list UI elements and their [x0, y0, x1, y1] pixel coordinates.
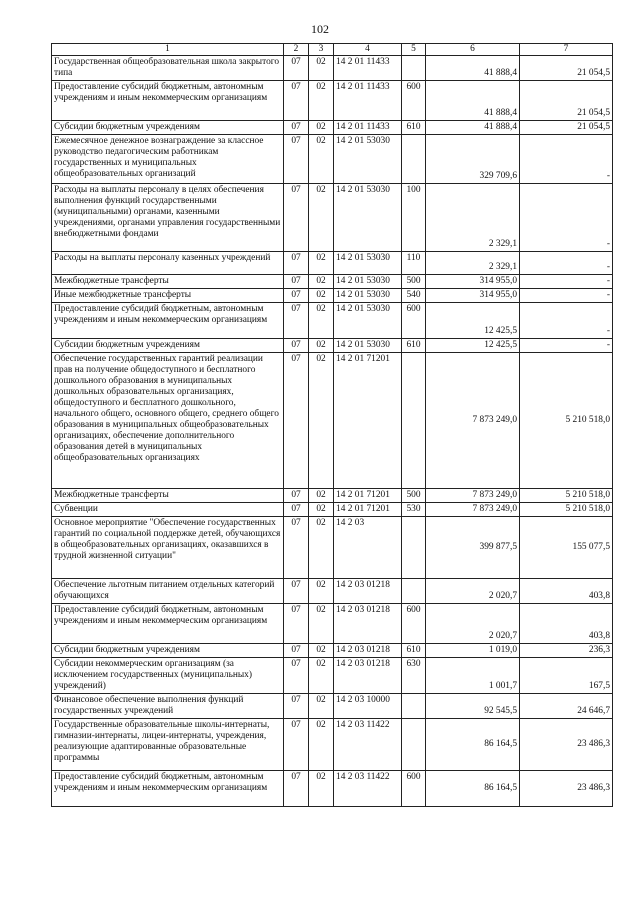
row-amount-col7: 23 486,3 [520, 719, 613, 771]
row-expense-type: 610 [402, 644, 426, 658]
row-name: Обеспечение льготным питанием отдельных категорий обучающихся [52, 579, 284, 604]
row-amount-col6: 314 955,0 [426, 289, 520, 303]
row-expense-type [402, 135, 426, 184]
row-expense-type: 630 [402, 658, 426, 694]
row-amount-col7: 21 054,5 [520, 81, 613, 121]
row-subsection: 02 [309, 121, 334, 135]
row-section: 07 [284, 503, 309, 517]
row-target-code: 14 2 01 53030 [334, 339, 402, 353]
table-row [52, 289, 613, 303]
row-section: 07 [284, 252, 309, 275]
row-section: 07 [284, 694, 309, 719]
row-section: 07 [284, 135, 309, 184]
row-subsection: 02 [309, 135, 334, 184]
row-target-code: 14 2 01 53030 [334, 252, 402, 275]
col-header-7: 7 [520, 44, 613, 56]
table-row [52, 339, 613, 353]
row-subsection: 02 [309, 644, 334, 658]
row-section: 07 [284, 303, 309, 339]
col-header-3: 3 [309, 44, 334, 56]
row-target-code: 14 2 01 71201 [334, 503, 402, 517]
table-row [52, 135, 613, 184]
row-section: 07 [284, 56, 309, 81]
row-amount-col6: 2 329,1 [426, 252, 520, 275]
row-name: Ежемесячное денежное вознаграждение за классное руководство педагогическим работникам государственных и муниципальных общеобразовательных организаций [52, 135, 284, 184]
table-row [52, 694, 613, 719]
table-row [52, 517, 613, 579]
col-header-5: 5 [402, 44, 426, 56]
row-target-code: 14 2 01 53030 [334, 135, 402, 184]
row-amount-col6: 41 888,4 [426, 56, 520, 81]
row-amount-col7: - [520, 303, 613, 339]
row-target-code: 14 2 03 01218 [334, 579, 402, 604]
row-expense-type [402, 719, 426, 771]
row-subsection: 02 [309, 503, 334, 517]
row-name: Финансовое обеспечение выполнения функций государственных учреждений [52, 694, 284, 719]
row-name: Субсидии бюджетным учреждениям [52, 121, 284, 135]
row-subsection: 02 [309, 579, 334, 604]
row-expense-type [402, 353, 426, 489]
row-target-code: 14 2 01 53030 [334, 303, 402, 339]
row-amount-col7: 403,8 [520, 604, 613, 644]
row-target-code: 14 2 01 71201 [334, 353, 402, 489]
row-subsection: 02 [309, 339, 334, 353]
row-expense-type [402, 517, 426, 579]
row-amount-col6: 2 020,7 [426, 604, 520, 644]
row-name: Субсидии некоммерческим организациям (за исключением государственных (муниципальных) учреждений) [52, 658, 284, 694]
row-amount-col6: 12 425,5 [426, 303, 520, 339]
row-section: 07 [284, 121, 309, 135]
row-expense-type: 600 [402, 303, 426, 339]
col-header-2: 2 [284, 44, 309, 56]
row-amount-col6: 329 709,6 [426, 135, 520, 184]
row-name: Расходы на выплаты персоналу в целях обеспечения выполнения функций государственными (муниципальными) органами, казенными учреждениями, органами управления государственными внебюджетными фондами [52, 184, 284, 252]
row-section: 07 [284, 339, 309, 353]
row-name: Предоставление субсидий бюджетным, автономным учреждениям и иным некоммерческим организациям [52, 604, 284, 644]
row-section: 07 [284, 579, 309, 604]
row-amount-col6: 41 888,4 [426, 81, 520, 121]
row-target-code: 14 2 01 53030 [334, 184, 402, 252]
row-expense-type [402, 56, 426, 81]
table-row [52, 489, 613, 503]
row-amount-col7: - [520, 184, 613, 252]
row-target-code: 14 2 01 71201 [334, 489, 402, 503]
row-target-code: 14 2 03 [334, 517, 402, 579]
row-amount-col7: 24 646,7 [520, 694, 613, 719]
row-amount-col7: 5 210 518,0 [520, 489, 613, 503]
table-row [52, 252, 613, 275]
table-row [52, 658, 613, 694]
row-expense-type: 540 [402, 289, 426, 303]
row-target-code: 14 2 01 53030 [334, 289, 402, 303]
row-expense-type [402, 694, 426, 719]
row-amount-col6: 41 888,4 [426, 121, 520, 135]
row-name: Предоставление субсидий бюджетным, автономным учреждениям и иным некоммерческим организациям [52, 771, 284, 807]
table-row [52, 275, 613, 289]
row-target-code: 14 2 01 53030 [334, 275, 402, 289]
row-subsection: 02 [309, 184, 334, 252]
row-section: 07 [284, 658, 309, 694]
row-target-code: 14 2 03 11422 [334, 719, 402, 771]
row-expense-type: 100 [402, 184, 426, 252]
row-amount-col6: 1 001,7 [426, 658, 520, 694]
row-name: Обеспечение государственных гарантий реализации прав на получение общедоступного и бесплатного дошкольного образования в муниципальных дошкольных образовательных организациях, общедоступного и бесплатного дошкольного, начального общего, основного общего, среднего общего образования в муниципальных общеобразовательных организациях, обеспечение дополнительного образования детей в муниципальных общеобразовательных организациях [52, 353, 284, 489]
row-subsection: 02 [309, 289, 334, 303]
col-header-1: 1 [52, 44, 284, 56]
table-row [52, 56, 613, 81]
row-expense-type: 500 [402, 489, 426, 503]
row-amount-col6: 314 955,0 [426, 275, 520, 289]
row-amount-col7: - [520, 135, 613, 184]
row-expense-type: 600 [402, 81, 426, 121]
row-section: 07 [284, 771, 309, 807]
row-subsection: 02 [309, 252, 334, 275]
table-row [52, 121, 613, 135]
row-target-code: 14 2 03 10000 [334, 694, 402, 719]
row-amount-col7: 236,3 [520, 644, 613, 658]
row-name: Предоставление субсидий бюджетным, автономным учреждениям и иным некоммерческим организациям [52, 81, 284, 121]
row-target-code: 14 2 03 01218 [334, 644, 402, 658]
row-target-code: 14 2 01 11433 [334, 121, 402, 135]
table-row [52, 184, 613, 252]
row-expense-type: 530 [402, 503, 426, 517]
col-header-4: 4 [334, 44, 402, 56]
row-name: Субсидии бюджетным учреждениям [52, 339, 284, 353]
row-amount-col7: 21 054,5 [520, 121, 613, 135]
header-row [52, 44, 613, 56]
row-amount-col6: 2 329,1 [426, 184, 520, 252]
row-name: Межбюджетные трансферты [52, 275, 284, 289]
table-row [52, 353, 613, 489]
row-amount-col6: 86 164,5 [426, 719, 520, 771]
row-expense-type: 600 [402, 604, 426, 644]
row-name: Субсидии бюджетным учреждениям [52, 644, 284, 658]
row-amount-col7: 21 054,5 [520, 56, 613, 81]
table-row [52, 579, 613, 604]
row-amount-col7: 5 210 518,0 [520, 503, 613, 517]
row-expense-type: 110 [402, 252, 426, 275]
row-subsection: 02 [309, 517, 334, 579]
table-row [52, 503, 613, 517]
row-amount-col6: 12 425,5 [426, 339, 520, 353]
row-amount-col6: 2 020,7 [426, 579, 520, 604]
row-amount-col7: 23 486,3 [520, 771, 613, 807]
row-expense-type [402, 579, 426, 604]
budget-table [51, 43, 613, 807]
row-subsection: 02 [309, 694, 334, 719]
page-number: 102 [311, 22, 329, 36]
row-subsection: 02 [309, 275, 334, 289]
row-subsection: 02 [309, 303, 334, 339]
row-section: 07 [284, 489, 309, 503]
table-row [52, 644, 613, 658]
row-amount-col7: - [520, 339, 613, 353]
row-amount-col6: 1 019,0 [426, 644, 520, 658]
row-section: 07 [284, 719, 309, 771]
row-name: Иные межбюджетные трансферты [52, 289, 284, 303]
row-section: 07 [284, 644, 309, 658]
row-target-code: 14 2 03 01218 [334, 658, 402, 694]
row-amount-col6: 92 545,5 [426, 694, 520, 719]
row-name: Предоставление субсидий бюджетным, автономным учреждениям и иным некоммерческим организациям [52, 303, 284, 339]
row-subsection: 02 [309, 81, 334, 121]
row-amount-col7: 403,8 [520, 579, 613, 604]
row-subsection: 02 [309, 604, 334, 644]
row-section: 07 [284, 184, 309, 252]
row-subsection: 02 [309, 489, 334, 503]
row-target-code: 14 2 01 11433 [334, 81, 402, 121]
row-amount-col6: 399 877,5 [426, 517, 520, 579]
row-subsection: 02 [309, 658, 334, 694]
row-name: Государственная общеобразовательная школа закрытого типа [52, 56, 284, 81]
row-expense-type: 610 [402, 339, 426, 353]
row-section: 07 [284, 289, 309, 303]
row-target-code: 14 2 03 11422 [334, 771, 402, 807]
row-subsection: 02 [309, 353, 334, 489]
table-row [52, 303, 613, 339]
table-row [52, 604, 613, 644]
row-expense-type: 610 [402, 121, 426, 135]
row-amount-col7: 167,5 [520, 658, 613, 694]
row-name: Государственные образовательные школы-интернаты, гимназии-интернаты, лицеи-интернаты, учреждения, реализующие адаптированные образовательные программы [52, 719, 284, 771]
row-amount-col6: 7 873 249,0 [426, 353, 520, 489]
row-amount-col7: 5 210 518,0 [520, 353, 613, 489]
row-section: 07 [284, 353, 309, 489]
row-amount-col7: - [520, 275, 613, 289]
row-expense-type: 500 [402, 275, 426, 289]
row-expense-type: 600 [402, 771, 426, 807]
row-section: 07 [284, 81, 309, 121]
table-row [52, 771, 613, 807]
table-row [52, 719, 613, 771]
row-amount-col7: 155 077,5 [520, 517, 613, 579]
row-amount-col7: - [520, 252, 613, 275]
row-amount-col6: 86 164,5 [426, 771, 520, 807]
row-name: Расходы на выплаты персоналу казенных учреждений [52, 252, 284, 275]
row-amount-col7: - [520, 289, 613, 303]
col-header-6: 6 [426, 44, 520, 56]
table-row [52, 81, 613, 121]
row-subsection: 02 [309, 771, 334, 807]
row-name: Субвенции [52, 503, 284, 517]
row-section: 07 [284, 517, 309, 579]
row-amount-col6: 7 873 249,0 [426, 503, 520, 517]
row-target-code: 14 2 03 01218 [334, 604, 402, 644]
row-section: 07 [284, 604, 309, 644]
row-amount-col6: 7 873 249,0 [426, 489, 520, 503]
row-section: 07 [284, 275, 309, 289]
row-target-code: 14 2 01 11433 [334, 56, 402, 81]
row-name: Межбюджетные трансферты [52, 489, 284, 503]
row-subsection: 02 [309, 56, 334, 81]
row-name: Основное мероприятие "Обеспечение государственных гарантий по социальной поддержке детей, обучающихся в общеобразовательных организациях, оказавшихся в трудной жизненной ситуации" [52, 517, 284, 579]
row-subsection: 02 [309, 719, 334, 771]
